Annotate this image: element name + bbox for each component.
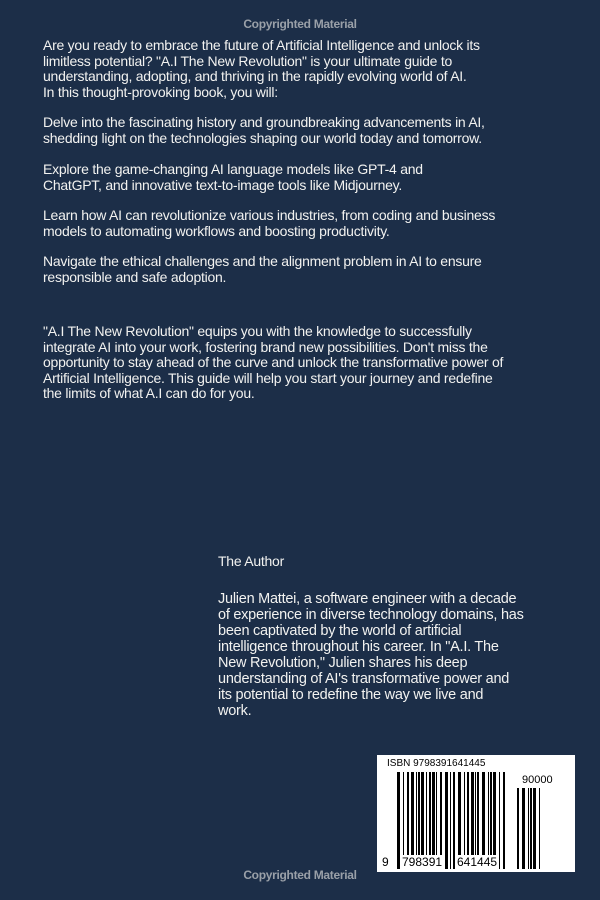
barcode-digit-prefix: 9 [382, 855, 389, 869]
author-bio-line: understanding of AI's transformative power and [218, 671, 510, 687]
barcode-bar [453, 772, 455, 869]
barcode-digits-left: 798391 [402, 855, 443, 869]
description-line: models to automating workflows and boosting productivity. [43, 222, 390, 239]
description-line: Artificial Intelligence. This guide will help you start your journey and redefine [43, 369, 493, 386]
description-line: understanding, adopting, and thriving in the rapidly evolving world of AI. [43, 68, 467, 84]
author-bio-line: Julien Mattei, a software engineer with a decade [218, 591, 517, 607]
barcode-bar [499, 772, 500, 869]
description-line: shedding light on the technologies shaping our world today and tomorrow. [43, 129, 482, 146]
barcode-bar [397, 772, 400, 869]
author-bio-line: intelligence throughout his career. In "A.I. The [218, 639, 499, 655]
barcode-bar [533, 788, 536, 869]
description-line: limitless potential? "A.I The New Revolution" is your ultimate guide to [43, 52, 453, 69]
description-line: Navigate the ethical challenges and the alignment problem in AI to ensure [43, 253, 482, 269]
copyright-watermark-bottom: Copyrighted Material [243, 868, 357, 882]
description-line: responsible and safe adoption. [43, 268, 227, 285]
barcode-bar [450, 772, 451, 869]
author-bio-line: been captivated by the world of artificial [218, 623, 462, 639]
description-line: integrate AI into your work, fostering brand new possibilities. Don't miss the [43, 338, 488, 355]
barcode-bar [530, 788, 532, 869]
description-line: Explore the game-changing AI language models like GPT-4 and [43, 161, 423, 177]
description-line: the limits of what A.I can do for you. [43, 385, 255, 401]
author-bio-line: of experience in diverse technology domains, has [218, 607, 524, 623]
barcode-bar [445, 772, 448, 869]
barcode-bar [517, 788, 519, 869]
description-line: Learn how AI can revolutionize various industries, from coding and business [43, 207, 496, 223]
barcode-bar [503, 772, 505, 869]
description-line: opportunity to stay ahead of the curve and unlock the transformative power of [43, 354, 504, 370]
description-line: In this thought-provoking book, you will: [43, 83, 278, 100]
author-bio-line: New Revolution," Julien shares his deep [218, 655, 468, 671]
description-line: Delve into the fascinating history and groundbreaking advancements in AI, [43, 114, 485, 130]
barcode-bar [522, 788, 525, 869]
isbn-label: ISBN 9798391641445 [387, 758, 486, 769]
description-line: ChatGPT, and innovative text-to-image tools like Midjourney. [43, 176, 403, 193]
author-bio-line: work. [218, 703, 252, 719]
isbn-barcode [377, 755, 575, 872]
description-line: Are you ready to embrace the future of Artificial Intelligence and unlock its [43, 37, 480, 53]
author-bio-line: its potential to redefine the way we live and [218, 687, 484, 703]
price-code: 90000 [522, 774, 553, 786]
author-heading: The Author [218, 553, 284, 569]
description-line: "A.I The New Revolution" equips you with the knowledge to successfully [43, 323, 472, 339]
barcode-digits-right: 641445 [457, 855, 498, 869]
copyright-watermark-top: Copyrighted Material [243, 17, 357, 31]
barcode-bar [539, 788, 540, 869]
barcode-bar [528, 788, 529, 869]
